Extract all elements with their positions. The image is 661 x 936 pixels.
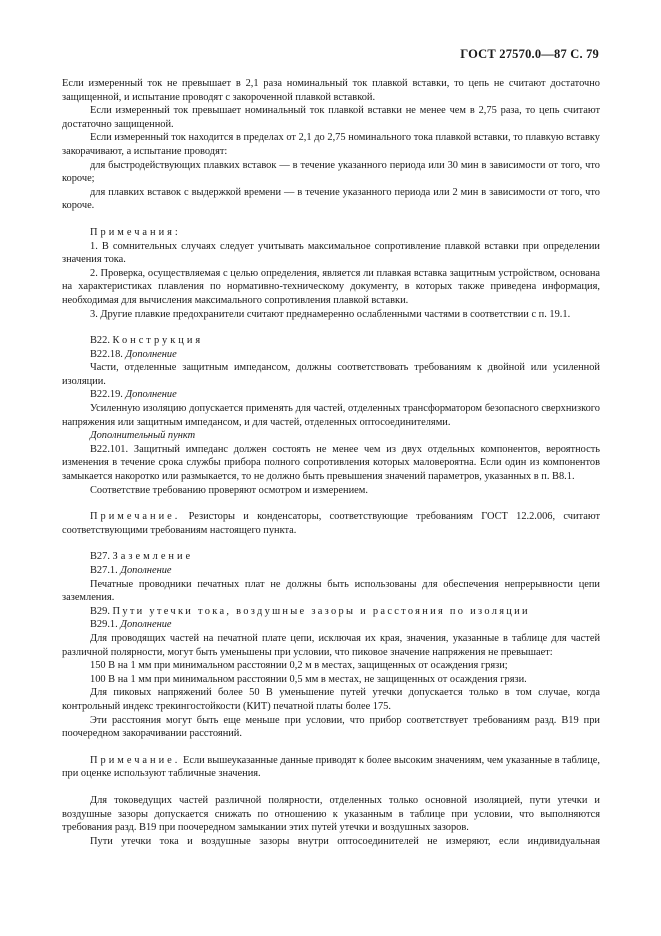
clause-heading: B22.18. Дополнение — [90, 348, 177, 360]
paragraph: Печатные проводники печатных плат не должны быть использованы для обеспечения непрерывности цепи заземления. — [62, 578, 600, 604]
paragraph: Для пиковых напряжений более 50 В уменьшение путей утечки допускается только в том случае, когда контрольный индекс трекингостойкости (КИТ) печатной платы более 175. — [62, 687, 600, 712]
paragraph: Если измеренный ток превышает номинальный ток плавкой вставки не менее чем в 2,75 раза, то цепь считают достаточно защищенной. — [62, 105, 600, 130]
paragraph: 100 В на 1 мм при минимальном расстоянии 0,5 мм в местах, не защищенных от осаждения грязи. — [90, 673, 527, 685]
note-item: 2. Проверка, осуществляемая с целью определения, является ли плавкая вставка защитным устройством, основана на характеристиках плавления по нормативно-техническому документу, в которых также приведена информация, необходимая для вычисления максимального сопротивления плавкой вставки. — [62, 267, 600, 306]
paragraph: 150 В на 1 мм при минимальном расстоянии 0,2 м в местах, защищенных от осаждения грязи; — [90, 660, 508, 672]
note: Примечание. Если вышеуказанные данные приводят к более высоким значениям, чем указанные в таблице, при оценке используют табличные значения. — [62, 754, 600, 780]
paragraph: Если измеренный ток не превышает в 2,1 раза номинальный ток плавкой вставки, то цепь не считают достаточно защищенной, и испытание проводят с закороченной плавкой вставкой. — [62, 78, 600, 103]
clause-heading: B27.1. Дополнение — [90, 565, 172, 576]
paragraph: Соответствие требованию проверяют осмотром и измерением. — [90, 484, 368, 496]
paragraph: Для проводящих частей на печатной плате цепи, исключая их края, значения, указанные в таблице для частей различной полярности, могут быть уменьшены при условии, что пиковое значение напряжения не превышает: — [62, 632, 600, 658]
page-header: ГОСТ 27570.0—87 С. 79 — [460, 47, 599, 61]
clause-heading: Дополнительный пункт — [90, 430, 196, 442]
paragraph: Части, отделенные защитным импедансом, должны соответствовать требованиям к двойной или усиленной изоляции. — [62, 362, 600, 387]
paragraph: B22.101. Защитный импеданс должен состоять не менее чем из двух отдельных компонентов, вероятность изменения в течение срока службы прибора полного сопротивления которых маловероятна. Если один из компонентов замыкается накоротко или размыкается, то не должно быть превышения значений параметров, указанных в п. B8.1. — [62, 443, 600, 483]
clause-heading: B22.19. Дополнение — [90, 389, 177, 401]
section-heading: B22. Конструкция — [90, 335, 204, 347]
paragraph: для быстродействующих плавких вставок — в течение указанного периода или 30 мин в зависимости от того, что короче; — [62, 159, 600, 185]
note: Примечание. Резисторы и конденсаторы, соответствующие требованиям ГОСТ 12.2.006, считают соответствующими требованиям настоящего пункта. — [62, 511, 600, 536]
paragraph: Эти расстояния могут быть еще меньше при условии, что прибор соответствует требованиям разд. B19 при поочередном закорачивании расстояний. — [62, 714, 600, 740]
page-content — [62, 77, 600, 848]
paragraph: Для токоведущих частей различной полярности, отделенных только основной изоляцией, пути утечки и воздушные зазоры допускается снижать по отношению к указанным в таблице при условии, что выполняются требования разд. B19 при поочередном замыкании этих путей утечки и воздушных зазоров. — [62, 794, 600, 834]
section-heading: B29. Пути утечки тока, воздушные зазоры и расстояния по изоляции — [90, 605, 530, 617]
clause-heading: B29.1. Дополнение — [90, 619, 172, 631]
paragraph: Если измеренный ток находится в пределах от 2,1 до 2,75 номинального тока плавкой вставки, то плавкую вставку закорачивают, а испытание проводят: — [62, 132, 600, 157]
note-item: 3. Другие плавкие предохранители считают преднамеренно ослабленными частями в соответствии с п. 19.1. — [90, 308, 571, 320]
paragraph: для плавких вставок с выдержкой времени — в течение указанного периода или 2 мин в зависимости от того, что короче. — [62, 186, 600, 212]
note-heading: Примечания: — [90, 226, 181, 238]
paragraph: Пути утечки тока и воздушные зазоры внутри оптосоединителей не измеряют, если индивидуальная — [90, 835, 600, 847]
section-heading: B27. Заземление — [90, 551, 194, 563]
note-item: 1. В сомнительных случаях следует учитывать максимальное сопротивление плавкой вставки при определении значения тока. — [62, 240, 600, 266]
paragraph: Усиленную изоляцию допускается применять для частей, отделенных трансформатором безопасного сверхнизкого напряжения или защитным импедансом, и для частей, отделенных оптосоединителями. — [62, 403, 600, 428]
